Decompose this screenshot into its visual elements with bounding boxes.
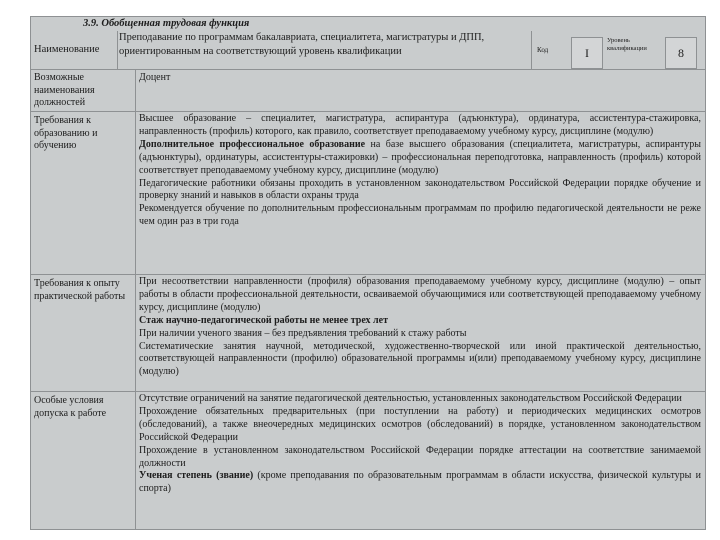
function-name: Преподавание по программам бакалавриата, специалитета, магистратуры и ДПП, ориентированным на соответствующий уровень квалификации <box>119 32 485 57</box>
education-text: на базе высшего образования (специалитета, магистратуры, аспирантуры (адъюнктуры), ординатуры, ассистентуры-стажировки) – профессиональная переподготовка, направленность (профиль) которой соответствует преподаваемому учебному курсу, дисциплине (модулю) <box>139 138 701 176</box>
conditions-value <box>139 393 701 496</box>
level-label: Уровень квалификации <box>607 37 647 52</box>
experience-label: Требования к опыту практической работы <box>34 278 126 302</box>
experience-paragraph: При наличии ученого звания – без предъявления требований к стажу работы <box>139 327 467 339</box>
education-paragraph: Рекомендуется обучение по дополнительным профессиональным программам по профилю педагогической деятельности не реже чем один раз в три года <box>139 203 701 228</box>
education-label: Требования к образованию и обучению <box>34 115 98 151</box>
conditions-paragraph: Прохождение в установленном законодательством Российской Федерации порядке аттестации на соответствие занимаемой должности <box>139 444 701 469</box>
name-label: Наименование <box>34 44 100 55</box>
experience-paragraph: Систематические занятия научной, методической, художественно-творческой или иной практической деятельностью, соответствующей направленности (профилю) образовательной программы и(или) преподаваемому учебному курсу, дисциплине (модулю) <box>139 340 701 378</box>
positions-value <box>139 72 701 85</box>
row-divider <box>31 69 705 70</box>
row-divider <box>31 111 705 112</box>
positions-text: Доцент <box>139 72 171 83</box>
document-page <box>30 16 706 530</box>
conditions-bold-term: Ученая степень (звание) <box>139 470 254 482</box>
experience-paragraph: При несоответствии направленности (профиля) образования преподаваемому учебному курсу, дисциплине (модулю) – опыт работы в области профессиональной деятельности, осваиваемой обучающимися или соответствующей преподаваемому учебному курсу, дисциплине (модулю) <box>139 276 701 313</box>
column-divider <box>135 69 136 529</box>
header-divider <box>531 31 532 69</box>
positions-label: Возможные наименования должностей <box>34 72 95 108</box>
level-value: 8 <box>665 37 697 69</box>
row-divider <box>31 391 705 392</box>
conditions-paragraph <box>139 470 701 496</box>
section-title: 3.9. Обобщенная трудовая функция <box>83 18 250 29</box>
code-label: Код <box>537 46 549 54</box>
education-value <box>139 113 701 229</box>
conditions-paragraph: Отсутствие ограничений на занятие педагогической деятельностью, установленных законодательством Российской Федерации <box>139 393 682 404</box>
experience-paragraph: Стаж научно-педагогической работы не менее трех лет <box>139 314 389 326</box>
education-bold-term: Дополнительное профессиональное образование <box>139 138 366 150</box>
conditions-label: Особые условия допуска к работе <box>34 395 107 419</box>
education-paragraph: Педагогические работники обязаны проходить в установленном законодательством Российской Федерации порядке обучение и проверку знаний и навыков в области охраны труда <box>139 177 701 202</box>
row-divider <box>31 274 705 275</box>
experience-value <box>139 276 701 379</box>
conditions-text: (кроме преподавания по образовательным программам в области искусства, физической культуры и спорта) <box>139 470 701 495</box>
code-value: I <box>571 37 603 69</box>
header-divider <box>117 31 118 69</box>
education-paragraph: Высшее образование – специалитет, магистратура, аспирантура (адъюнктура), ординатура, ассистентура-стажировка, направленность (профиль) которого, как правило, соответствует преподаваемому учебному курсу, дисциплине (модулю) <box>139 113 701 137</box>
education-paragraph <box>139 139 701 178</box>
conditions-paragraph: Прохождение обязательных предварительных (при поступлении на работу) и периодических медицинских осмотров (обследований), а также внеочередных медицинских осмотров (обследований) в порядке, установленном законодательством Российской Федерации <box>139 405 701 443</box>
